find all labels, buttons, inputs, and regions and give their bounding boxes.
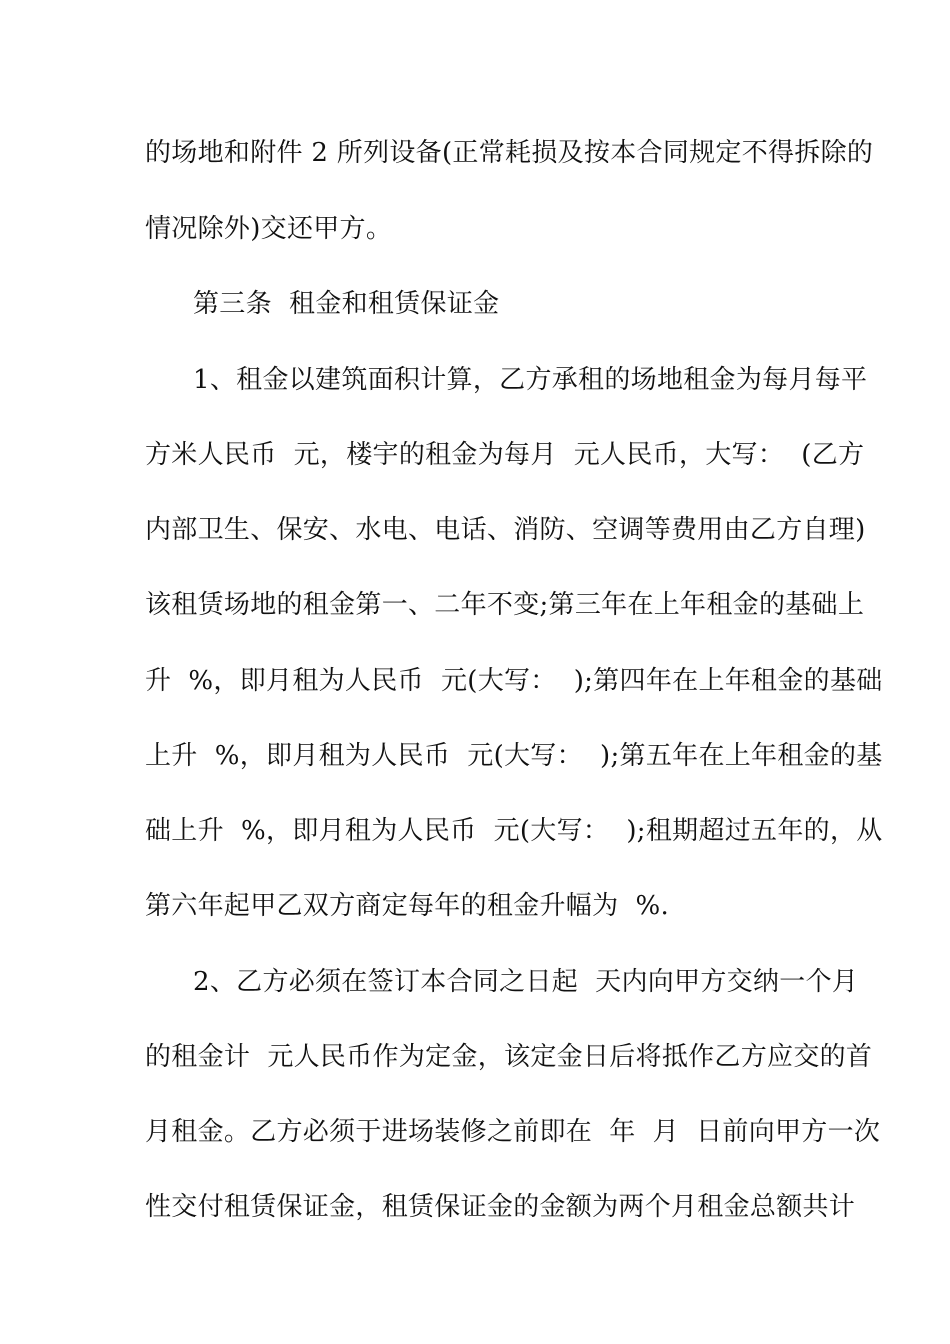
text-line: 内部卫生、保安、水电、电话、消防、空调等费用由乙方自理) <box>145 515 866 545</box>
text-line: 的场地和附件 2 所列设备(正常耗损及按本合同规定不得拆除的 <box>145 138 874 168</box>
text-line: 月租金。乙方必须于进场装修之前即在 年 月 日前向甲方一次 <box>145 1117 881 1147</box>
text-line: 该租赁场地的租金第一、二年不变;第三年在上年租金的基础上 <box>145 590 865 620</box>
section-heading: 第三条 租金和租赁保证金 <box>193 289 500 319</box>
text-line: 2、乙方必须在签订本合同之日起 天内向甲方交纳一个月 <box>193 967 859 997</box>
text-line: 情况除外)交还甲方。 <box>145 214 393 244</box>
text-line: 1、租金以建筑面积计算，乙方承租的场地租金为每月每平 <box>193 365 868 395</box>
text-line: 上升 %，即月租为人民币 元(大写： );第五年在上年租金的基 <box>145 741 883 771</box>
text-line: 的租金计 元人民币作为定金，该定金日后将抵作乙方应交的首 <box>145 1042 873 1072</box>
text-line: 升 %，即月租为人民币 元(大写： );第四年在上年租金的基础 <box>145 666 883 696</box>
text-line: 础上升 %，即月租为人民币 元(大写： );租期超过五年的，从 <box>145 816 883 846</box>
text-line: 方米人民币 元，楼宇的租金为每月 元人民币，大写： (乙方 <box>145 440 865 470</box>
text-line: 第六年起甲乙双方商定每年的租金升幅为 %. <box>145 891 670 921</box>
text-line: 性交付租赁保证金，租赁保证金的金额为两个月租金总额共计 <box>145 1192 856 1222</box>
